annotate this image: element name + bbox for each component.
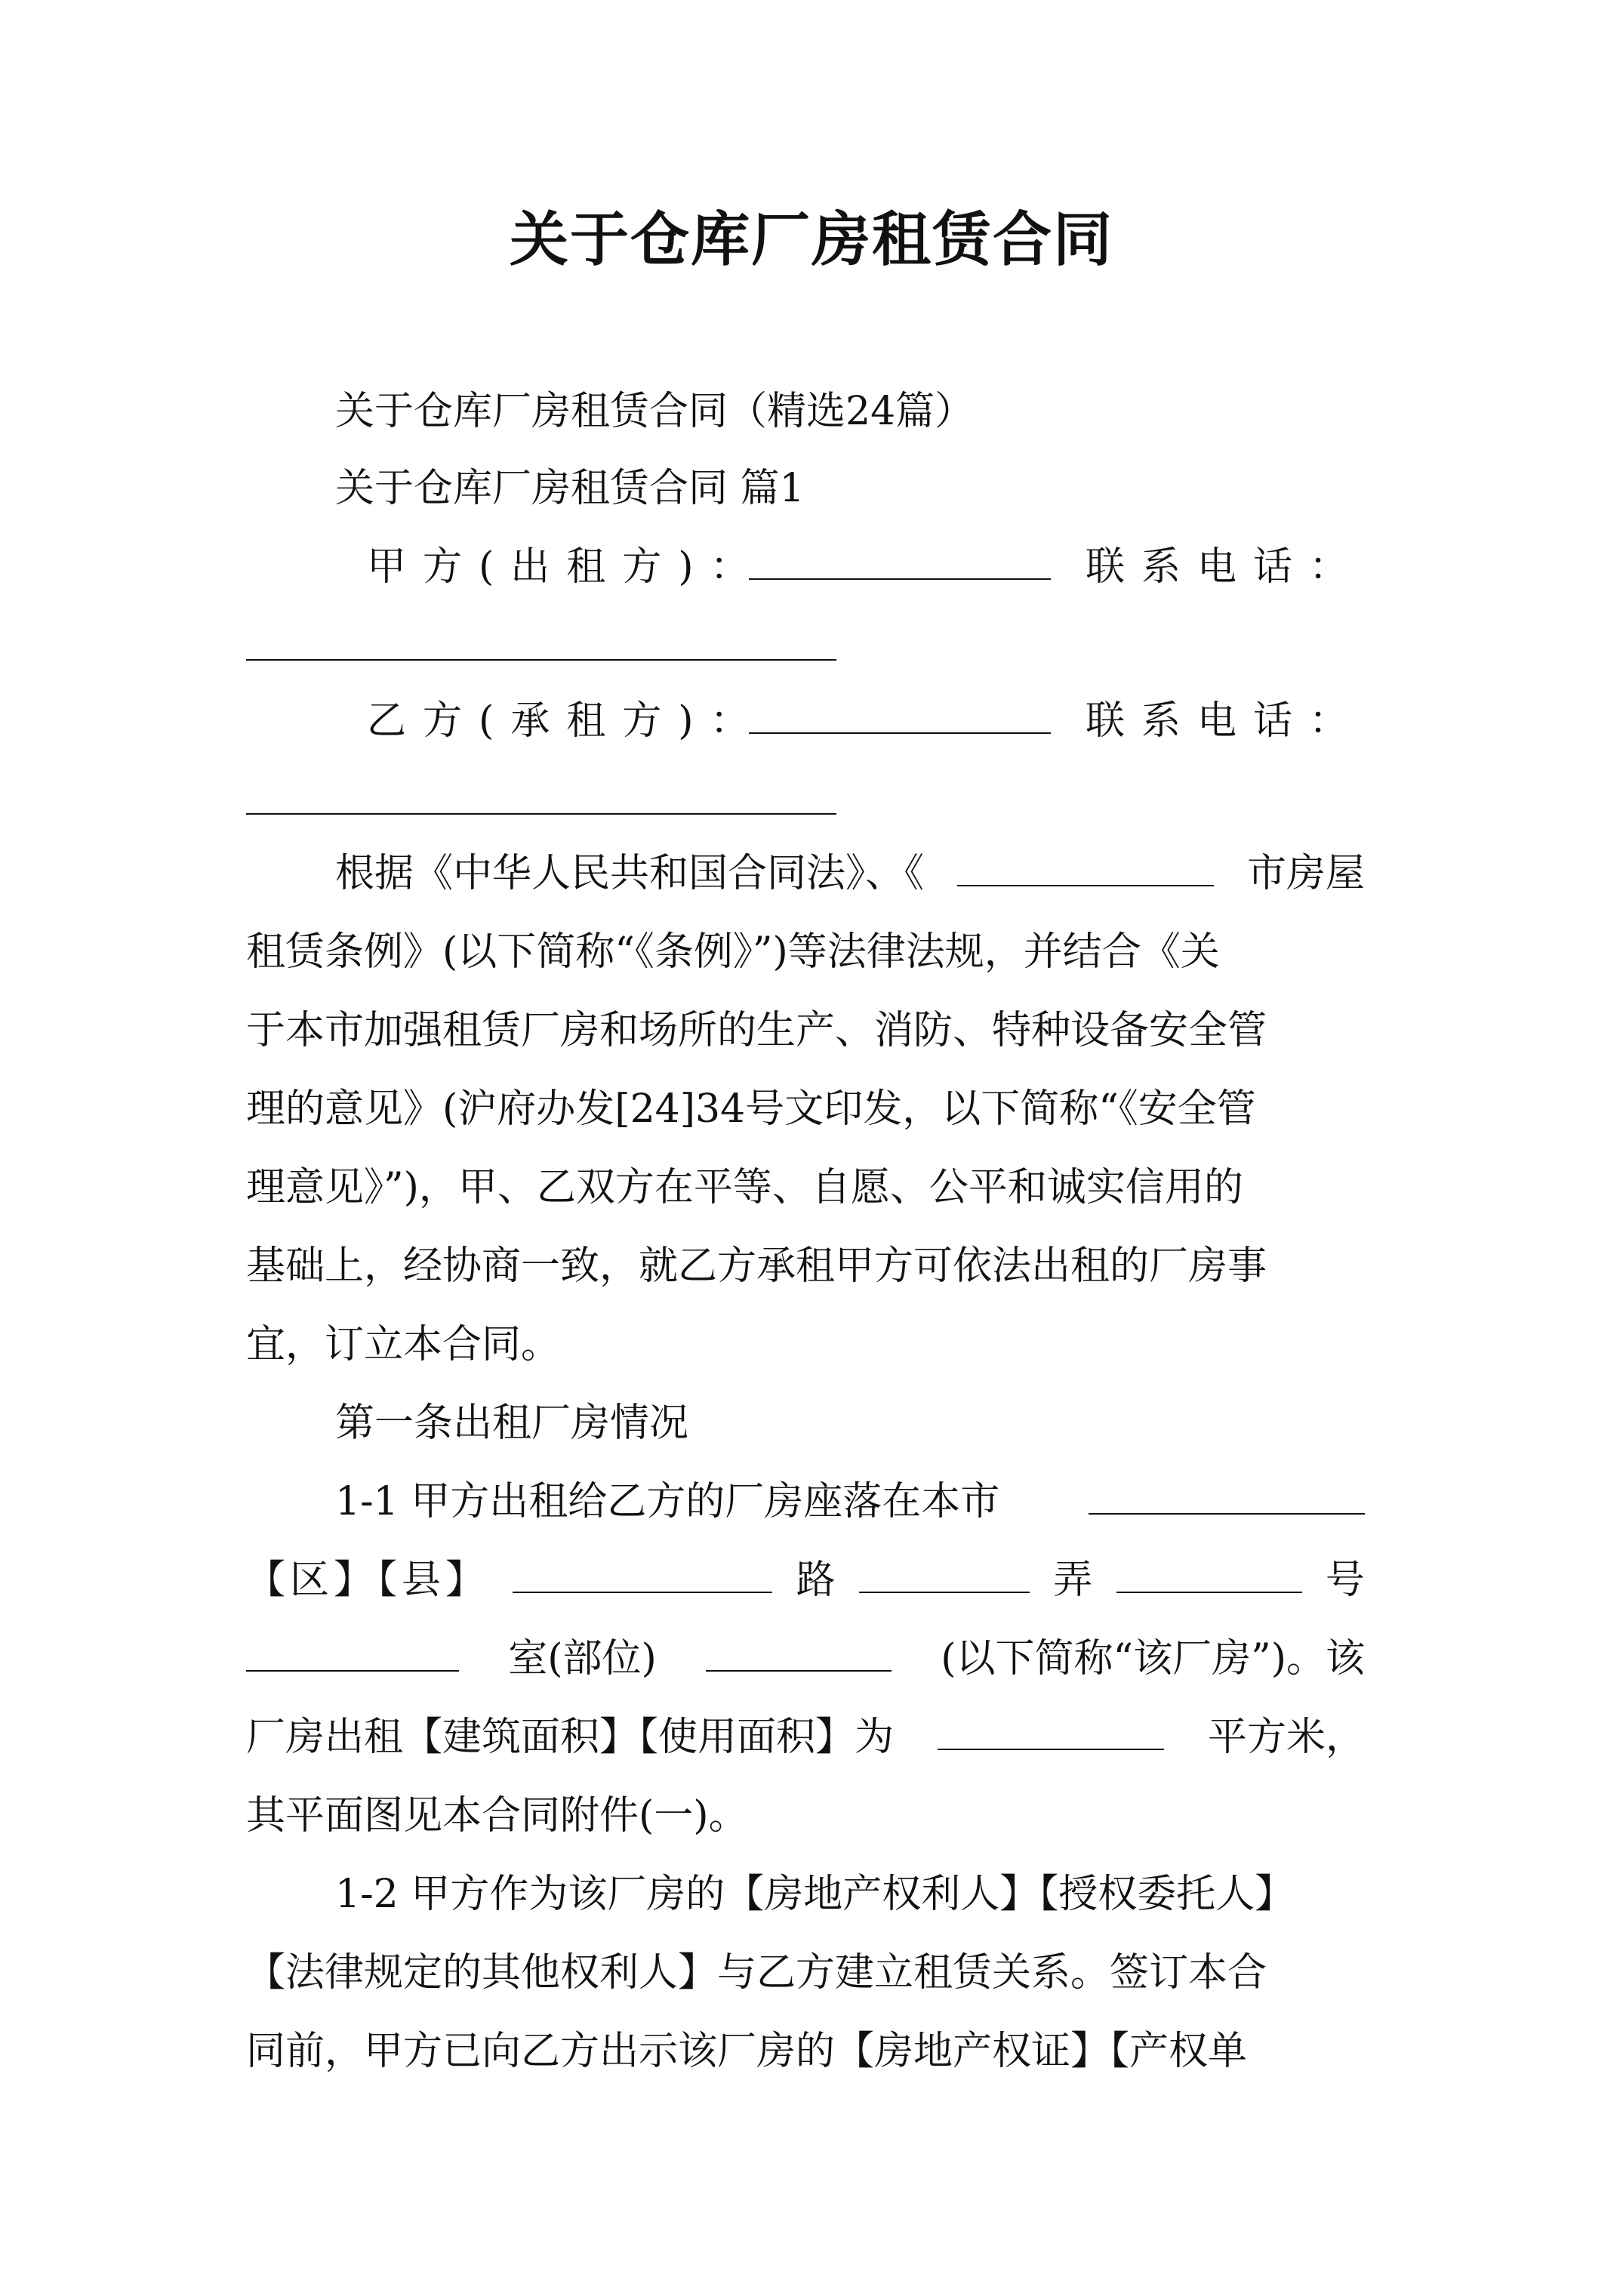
para1-line5: 理意见》”)，甲、乙双方在平等、自愿、公平和诚实信用的 — [246, 1165, 1243, 1210]
city-blank[interactable] — [957, 847, 1214, 886]
district-blank[interactable] — [1089, 1475, 1365, 1515]
para1-line2: 租赁条例》(以下简称“《条例》”)等法律法规，并结合《关 — [246, 929, 1220, 975]
number-label: 号 — [1325, 1558, 1365, 1603]
party-b-line — [246, 695, 1365, 747]
clause-1-1-line3 — [246, 1632, 1365, 1685]
district-county-label: 【区】【县】 — [246, 1558, 490, 1603]
lane-label: 弄 — [1053, 1558, 1093, 1603]
party-a-label: 甲方(出租方)： — [367, 544, 766, 590]
road-blank[interactable] — [513, 1554, 772, 1593]
area-blank[interactable] — [938, 1711, 1164, 1750]
clause-1-1-line4 — [246, 1711, 1365, 1764]
party-b-phone-label: 联系电话： — [1085, 698, 1365, 744]
part-blank[interactable] — [706, 1632, 892, 1672]
clause-1-2-line1: 1-2 甲方作为该厂房的【房地产权利人】【授权委托人】 — [335, 1872, 1295, 1917]
clause-1-1-line2 — [246, 1554, 1365, 1607]
area-text: 厂房出租【建筑面积】【使用面积】为 — [246, 1715, 895, 1760]
road-label: 路 — [796, 1558, 836, 1603]
party-b-name-blank[interactable] — [749, 695, 1051, 734]
party-a-phone-label: 联系电话： — [1085, 544, 1365, 590]
party-b-label: 乙方(承租方)： — [367, 698, 766, 744]
para1-line4: 理的意见》(沪府办发[24]34号文印发，以下简称“《安全管 — [246, 1086, 1256, 1132]
clause-1-1-line5: 其平面图见本合同附件(一)。 — [246, 1793, 748, 1838]
party-a-phone-blank[interactable] — [246, 659, 836, 661]
clause-1-2-line3: 同前，甲方已向乙方出示该厂房的【房地产权证】【产权单 — [246, 2029, 1248, 2074]
clause-1-1-line1 — [246, 1475, 1365, 1528]
para1-line6: 基础上，经协商一致，就乙方承租甲方可依法出租的厂房事 — [246, 1244, 1267, 1289]
area-unit: 平方米， — [1207, 1715, 1365, 1760]
subtitle: 关于仓库厂房租赁合同（精选24篇） — [335, 389, 975, 434]
room-label: 室(部位) — [508, 1636, 657, 1681]
para1-text-a: 根据《中华人民共和国合同法》、《 — [335, 851, 925, 896]
section-heading: 关于仓库厂房租赁合同 篇1 — [335, 466, 805, 511]
para1-text-b: 市房屋 — [1246, 851, 1365, 896]
party-b-phone-blank[interactable] — [246, 813, 836, 815]
article1-heading: 第一条出租厂房情况 — [335, 1401, 689, 1446]
para1-line1 — [246, 847, 1365, 900]
lane-blank[interactable] — [859, 1554, 1030, 1593]
number-blank[interactable] — [1116, 1554, 1302, 1593]
clause-1-2-line2: 【法律规定的其他权利人】与乙方建立租赁关系。签订本合 — [246, 1950, 1267, 1996]
clause-1-1-abbrev: (以下简称“该厂房”)。该 — [941, 1636, 1365, 1681]
clause-1-1-text: 1-1 甲方出租给乙方的厂房座落在本市 — [335, 1479, 1000, 1524]
para1-line3: 于本市加强租赁厂房和场所的生产、消防、特种设备安全管 — [246, 1008, 1267, 1053]
document-title: 关于仓库厂房租赁合同 — [509, 205, 1113, 274]
room-blank[interactable] — [246, 1632, 459, 1672]
party-a-line — [246, 541, 1365, 593]
para1-line7: 宜，订立本合同。 — [246, 1322, 561, 1367]
party-a-name-blank[interactable] — [749, 541, 1051, 580]
